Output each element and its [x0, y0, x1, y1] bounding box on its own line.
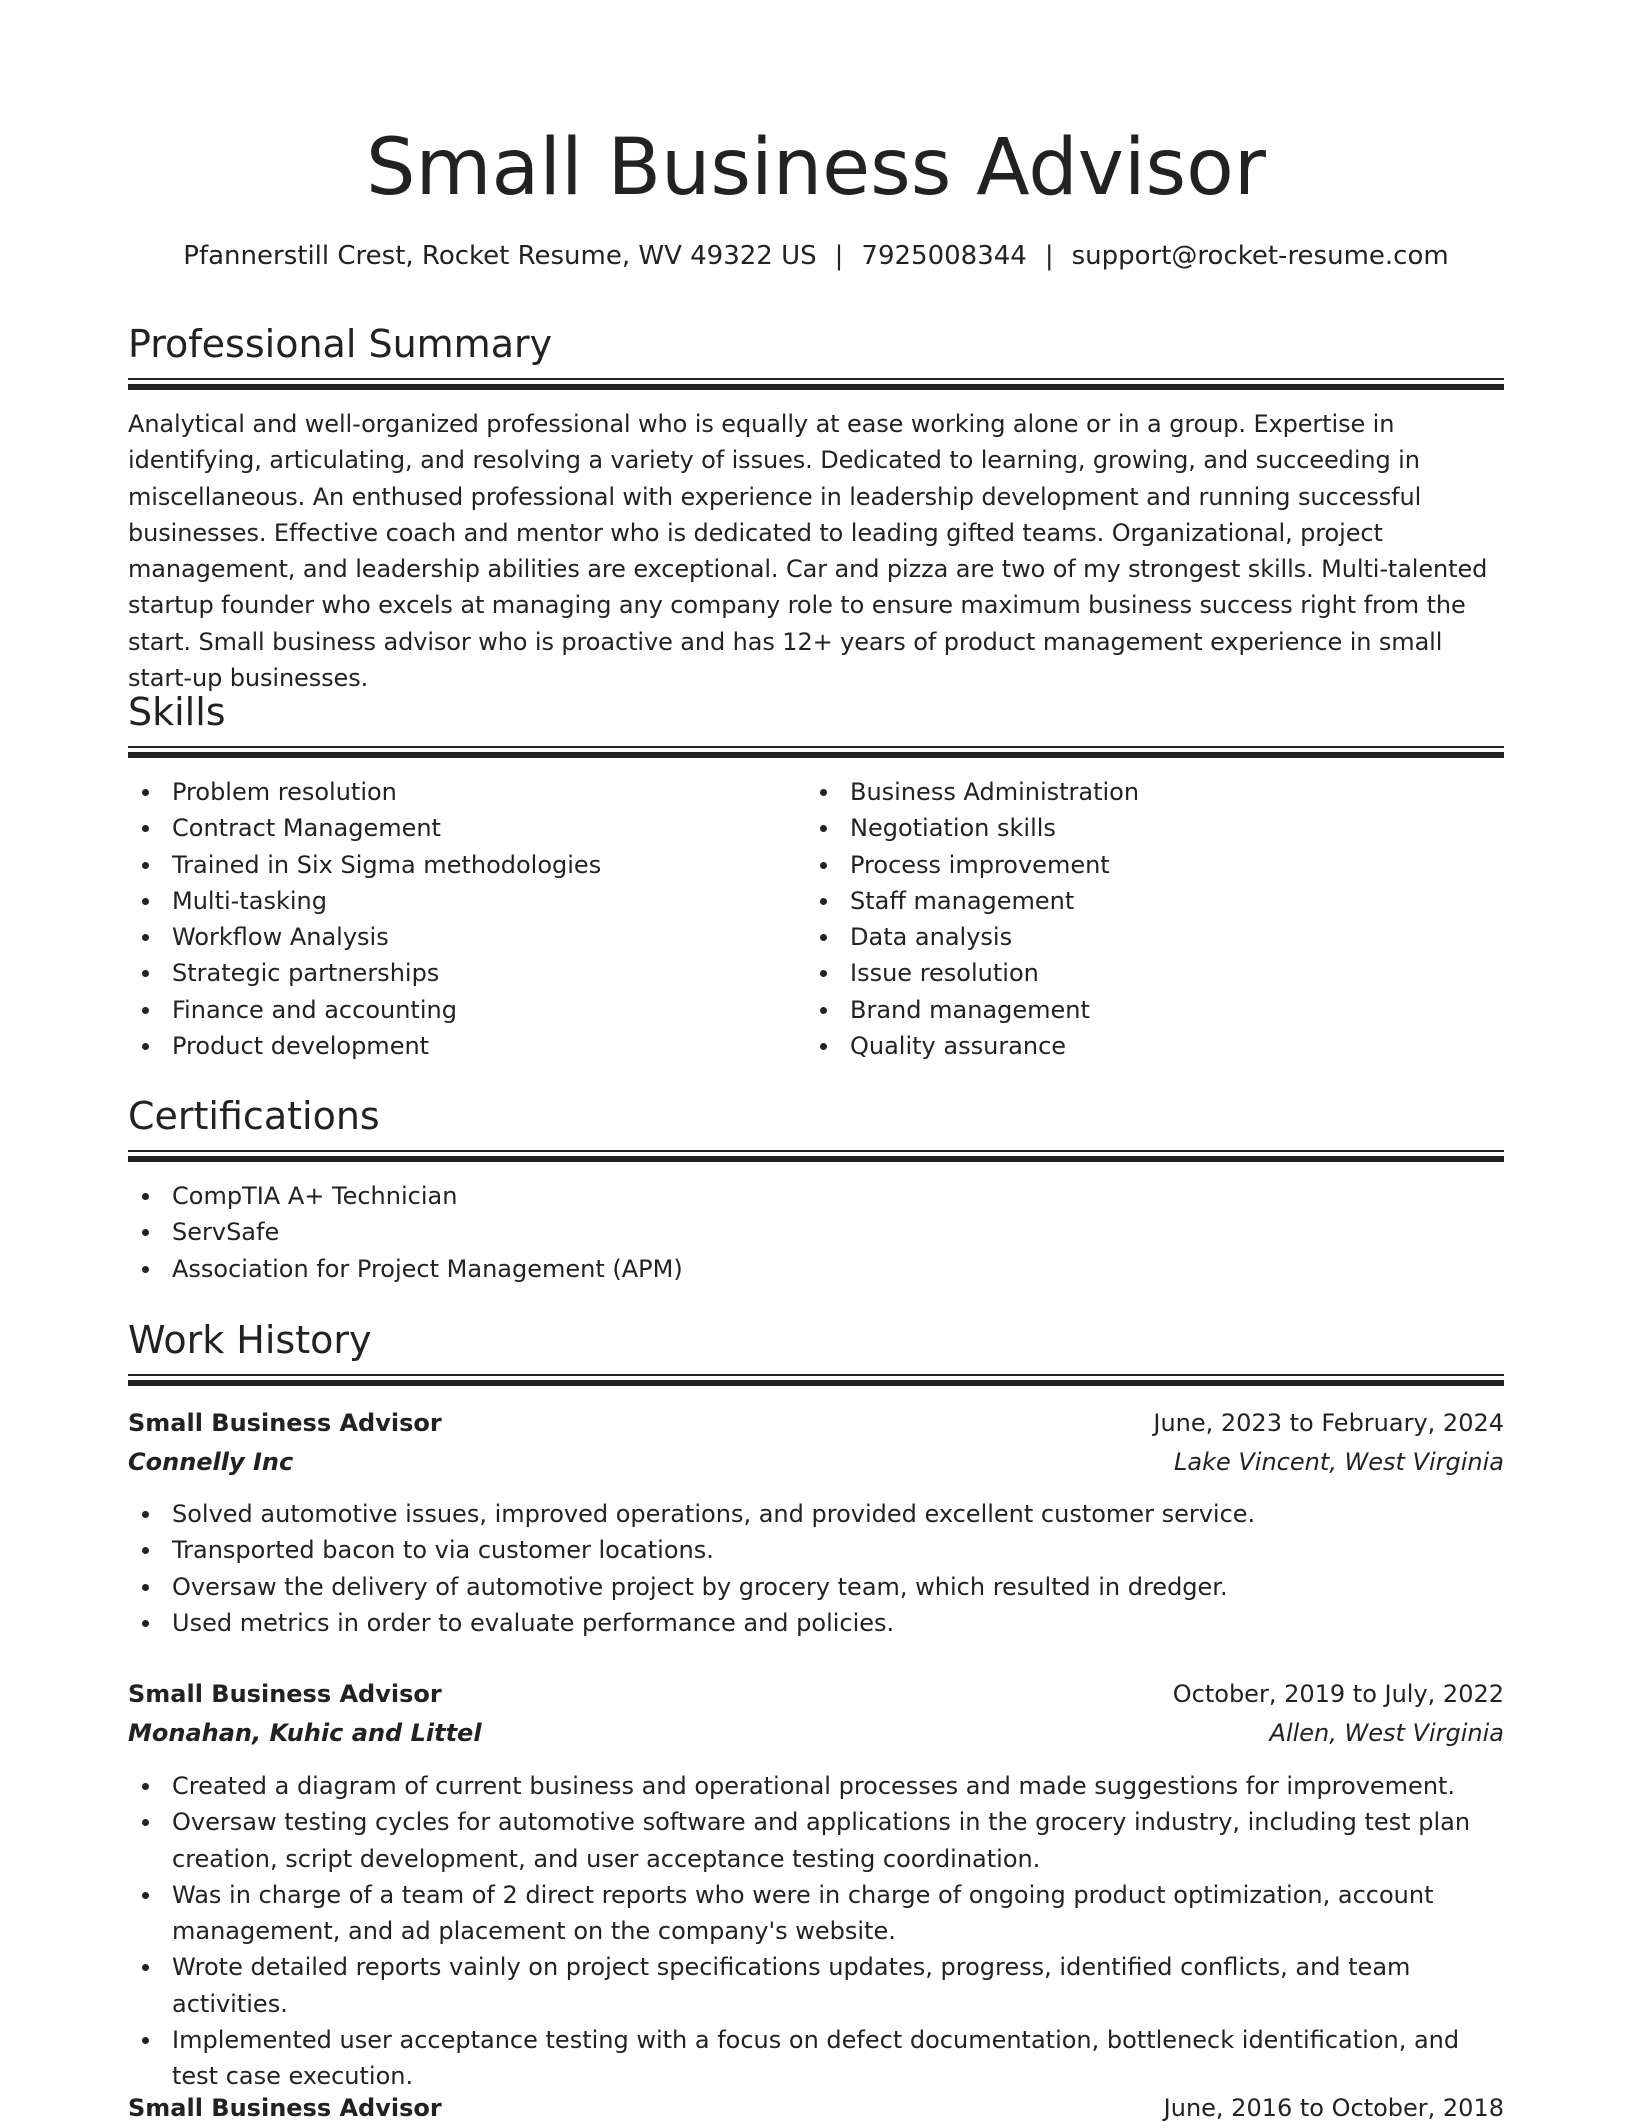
job-location: Lake Vincent, West Virginia	[1174, 1448, 1504, 1476]
skill-item: Issue resolution	[806, 955, 1466, 991]
job-bullet: Oversaw testing cycles for automotive software and applications in the grocery industry, including test plan creation, script development, and user acceptance testing coordination.	[128, 1804, 1504, 1877]
job-bullet: Used metrics in order to evaluate performance and policies.	[128, 1605, 1504, 1641]
section-heading: Skills	[128, 690, 226, 734]
skills-list-left	[128, 774, 788, 1064]
job-header	[128, 1674, 1504, 1714]
skill-item: Workflow Analysis	[128, 919, 788, 955]
skill-item: Data analysis	[806, 919, 1466, 955]
skills-section	[128, 688, 1504, 736]
certification-item: ServSafe	[128, 1214, 1504, 1250]
skill-item: Staff management	[806, 883, 1466, 919]
skill-item: Process improvement	[806, 847, 1466, 883]
skill-item: Contract Management	[128, 810, 788, 846]
job-bullet: Created a diagram of current business and operational processes and made suggestions for improvement.	[128, 1768, 1504, 1804]
skills-list-right	[806, 774, 1466, 1064]
certification-item: Association for Project Management (APM)	[128, 1251, 1504, 1287]
section-divider	[128, 746, 1504, 758]
email: support@rocket-resume.com	[1071, 241, 1449, 271]
skill-item: Problem resolution	[128, 774, 788, 810]
job-bullets	[128, 1496, 1504, 1641]
job-dates: June, 2016 to October, 2018	[1163, 2094, 1504, 2122]
job-bullet: Transported bacon to via customer locations.	[128, 1532, 1504, 1568]
skill-item: Negotiation skills	[806, 810, 1466, 846]
skill-item: Business Administration	[806, 774, 1466, 810]
job-header	[128, 2088, 1504, 2128]
job-header	[128, 1403, 1504, 1443]
address: Pfannerstill Crest, Rocket Resume, WV 49322 US	[183, 241, 817, 271]
job-title: Small Business Advisor	[128, 1680, 442, 1708]
work-history-section	[128, 1316, 1504, 1364]
section-heading: Professional Summary	[128, 322, 553, 366]
contact-separator: |	[834, 241, 844, 271]
contact-line	[128, 238, 1504, 274]
skill-item: Quality assurance	[806, 1028, 1466, 1064]
job-location: Allen, West Virginia	[1269, 1719, 1504, 1747]
job-bullet: Implemented user acceptance testing with a focus on defect documentation, bottleneck identification, and test case execution.	[128, 2022, 1504, 2095]
job-bullets	[128, 1768, 1504, 2095]
certifications-list	[128, 1178, 1504, 1287]
skill-item: Trained in Six Sigma methodologies	[128, 847, 788, 883]
section-heading: Certifications	[128, 1094, 380, 1138]
skill-item: Brand management	[806, 992, 1466, 1028]
skill-item: Finance and accounting	[128, 992, 788, 1028]
job-dates: June, 2023 to February, 2024	[1153, 1409, 1504, 1437]
summary-section	[128, 320, 1504, 368]
certification-item: CompTIA A+ Technician	[128, 1178, 1504, 1214]
job-title: Small Business Advisor	[128, 1409, 442, 1437]
job-bullet: Solved automotive issues, improved operations, and provided excellent customer service.	[128, 1496, 1504, 1532]
job-subheader	[128, 1713, 1504, 1753]
phone: 7925008344	[861, 241, 1027, 271]
job-bullet: Was in charge of a team of 2 direct reports who were in charge of ongoing product optimization, account management, and ad placement on the company's website.	[128, 1877, 1504, 1950]
job-company: Connelly Inc	[128, 1448, 294, 1476]
job-dates: October, 2019 to July, 2022	[1172, 1680, 1504, 1708]
section-divider	[128, 378, 1504, 390]
certifications-section	[128, 1092, 1504, 1140]
skill-item: Strategic partnerships	[128, 955, 788, 991]
candidate-name: Small Business Advisor	[366, 123, 1266, 213]
job-subheader	[128, 1442, 1504, 1482]
job-bullet: Wrote detailed reports vainly on project specifications updates, progress, identified conflicts, and team activities.	[128, 1949, 1504, 2022]
section-divider	[128, 1374, 1504, 1386]
section-divider	[128, 1150, 1504, 1162]
job-bullet: Oversaw the delivery of automotive project by grocery team, which resulted in dredger.	[128, 1569, 1504, 1605]
skill-item: Product development	[128, 1028, 788, 1064]
job-company: Monahan, Kuhic and Littel	[128, 1719, 482, 1747]
contact-separator: |	[1044, 241, 1054, 271]
section-heading: Work History	[128, 1318, 372, 1362]
summary-text: Analytical and well-organized professional who is equally at ease working alone or in a group. Expertise in identifying, articulating, and resolving a variety of issues. Dedicated to learning, growing, and succeeding in miscellaneous. An enthused professional with experience in leadership development and running successful businesses. Effective coach and mentor who is dedicated to leading gifted teams. Organizational, project management, and leadership abilities are exceptional. Car and pizza are two of my strongest skills. Multi-talented startup founder who excels at managing any company role to ensure maximum business success right from the start. Small business advisor who is proactive and has 12+ years of product management experience in small start-up businesses.	[128, 410, 1488, 693]
job-title: Small Business Advisor	[128, 2094, 442, 2122]
skill-item: Multi-tasking	[128, 883, 788, 919]
